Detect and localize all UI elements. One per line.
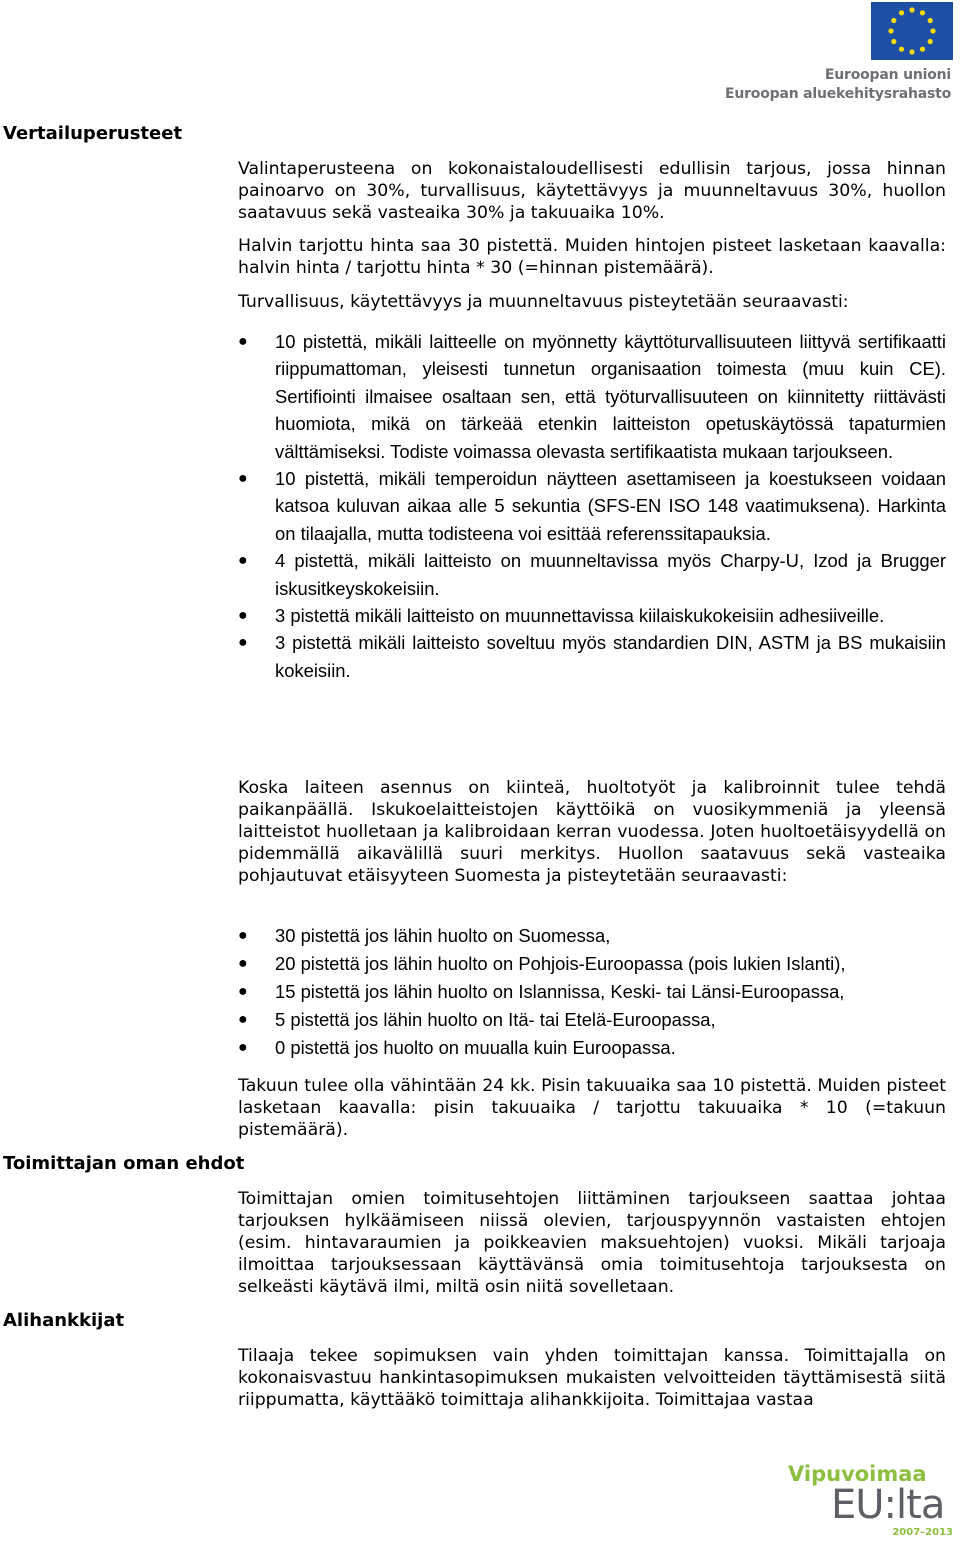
label-alihankkijat: Alihankkijat (3, 1310, 125, 1331)
paragraph-toimitusehdot: Toimittajan omien toimitusehtojen liittäminen tarjoukseen saattaa johtaa tarjouksen hylkäämiseen niissä olevien, tarjouspyynnön vastaisten ehtojen (esim. hintavaraumien ja poikkeavien maksuehtojen) vuoksi. Mikäli tarjoaja ilmoittaa tarjouksessaan käyttävänsä omia toimitusehtoja tarjouksesta on selkeästi käytävä ilmi, miltä osin niitä sovelletaan. (238, 1189, 946, 1297)
list-item: ● 20 pistettä jos lähin huolto on Pohjois-Euroopassa (pois lukien Islanti), (238, 950, 946, 978)
bullet-icon: ● (238, 470, 248, 488)
list-item: ● 0 pistettä jos huolto on muualla kuin Euroopassa. (238, 1034, 946, 1062)
paragraph-huolto: Koska laiteen asennus on kiinteä, huoltotyöt ja kalibroinnit tulee tehdä paikanpäällä. Iskukoelaitteistojen käyttöikä on vuosikymmeniä ja yleensä laitteistot huolletaan ja kalibroidaan kerran vuodessa. Joten huoltoetäisyydellä on pidemmällä aikavälillä suuri merkitys. Huollon saatavuus sekä vasteaika pohjautuvat etäisyyteen Suomesta ja pisteytetään seuraavasti: (238, 778, 946, 886)
list-item: ● 5 pistettä jos lähin huolto on Itä- tai Etelä-Euroopassa, (238, 1006, 946, 1034)
list-item: ● 10 pistettä, mikäli laitteelle on myönnetty käyttöturvallisuuteen liittyvä sertifikaatti riippumattoman, yleisesti tunnetun organisaation toimesta (muu kuin CE). Sertifiointi ilmaisee osaltaan sen, että työturvallisuuteen on kiinnitetty riittävästi huomiota, mikä on tärkeää etenkin laitteiston opetuskäytössä tapaturmien välttämiseksi. Todiste voimassa olevasta sertifikaatista mukaan tarjoukseen. (238, 328, 946, 465)
list-item: ● 4 pistettä, mikäli laitteisto on muunneltavissa myös Charpy-U, Izod ja Brugger iskusitkeyskokeisiin. (238, 547, 946, 602)
paragraph-valintaperusteet: Valintaperusteena on kokonaistaloudellisesti edullisin tarjous, jossa hinnan painoarvo on 30%, turvallisuus, käytettävyys ja muunneltavuus 30%, huollon saatavuus sekä vasteaika 30% ja takuuaika 10%. (238, 159, 946, 223)
eu-name-text: Euroopan unioni (824, 67, 951, 83)
eu-flag-icon (871, 2, 953, 60)
vipuvoimaa-logo (785, 1462, 955, 1538)
list-item: ● 3 pistettä mikäli laitteisto soveltuu myös standardien DIN, ASTM ja BS mukaisiin kokeisiin. (238, 629, 946, 684)
bullet-icon: ● (238, 1011, 248, 1028)
bullet-icon: ● (238, 927, 248, 944)
bullet-icon: ● (238, 634, 248, 652)
bullet-icon: ● (238, 983, 248, 1000)
list-item: ● 15 pistettä jos lähin huolto on Islannissa, Keski- tai Länsi-Euroopassa, (238, 978, 946, 1006)
bullet-icon: ● (238, 333, 248, 350)
vipu-years-text: 2007–2013 (892, 1527, 953, 1538)
paragraph-alihankkijat: Tilaaja tekee sopimuksen vain yhden toimittajan kanssa. Toimittajalla on kokonaisvastuu hankintasopimuksen mukaisten velvoitteiden täyttämisestä siitä riippumatta, käyttääkö toimittaja alihankkijoita. Toimittajaa vastaa (238, 1346, 946, 1410)
label-toimittajan-oman-ehdot: Toimittajan oman ehdot (3, 1153, 245, 1174)
eu-logo (724, 2, 957, 108)
list-turvallisuus-pisteet (238, 328, 946, 684)
bullet-icon: ● (238, 955, 248, 972)
vipu-title-text: Vipuvoimaa (788, 1462, 927, 1486)
list-item: ● 30 pistettä jos lähin huolto on Suomessa, (238, 922, 946, 950)
vipu-eu-text: EU:lta (831, 1482, 945, 1528)
eu-fund-text: Euroopan aluekehitysrahasto (724, 86, 951, 102)
bullet-icon: ● (238, 607, 248, 625)
list-item: ● 3 pistettä mikäli laitteisto on muunnettavissa kiilaiskukokeisiin adhesiiveille. (238, 602, 946, 629)
label-vertailuperusteet: Vertailuperusteet (3, 123, 183, 144)
paragraph-turvallisuus: Turvallisuus, käytettävyys ja muunneltavuus pisteytetään seuraavasti: (238, 292, 849, 312)
list-huolto-pisteet (238, 922, 946, 1062)
list-item: ● 10 pistettä, mikäli temperoidun näytteen asettamiseen ja koestukseen voidaan katsoa kuluvan aikaa alle 5 sekuntia (SFS-EN ISO 148 vaatimuksena). Harkinta on tilaajalla, mutta todisteena voi esittää referenssitapauksia. (238, 465, 946, 547)
paragraph-takuu: Takuun tulee olla vähintään 24 kk. Pisin takuuaika saa 10 pistettä. Muiden pisteet lasketaan kaavalla: pisin takuuaika / tarjottu takuuaika * 10 (=takuun pistemäärä). (238, 1076, 946, 1140)
bullet-icon: ● (238, 1039, 248, 1056)
paragraph-halvin-hinta: Halvin tarjottu hinta saa 30 pistettä. Muiden hintojen pisteet lasketaan kaavalla: halvin hinta / tarjottu hinta * 30 (=hinnan pistemäärä). (238, 236, 946, 278)
bullet-icon: ● (238, 552, 248, 570)
